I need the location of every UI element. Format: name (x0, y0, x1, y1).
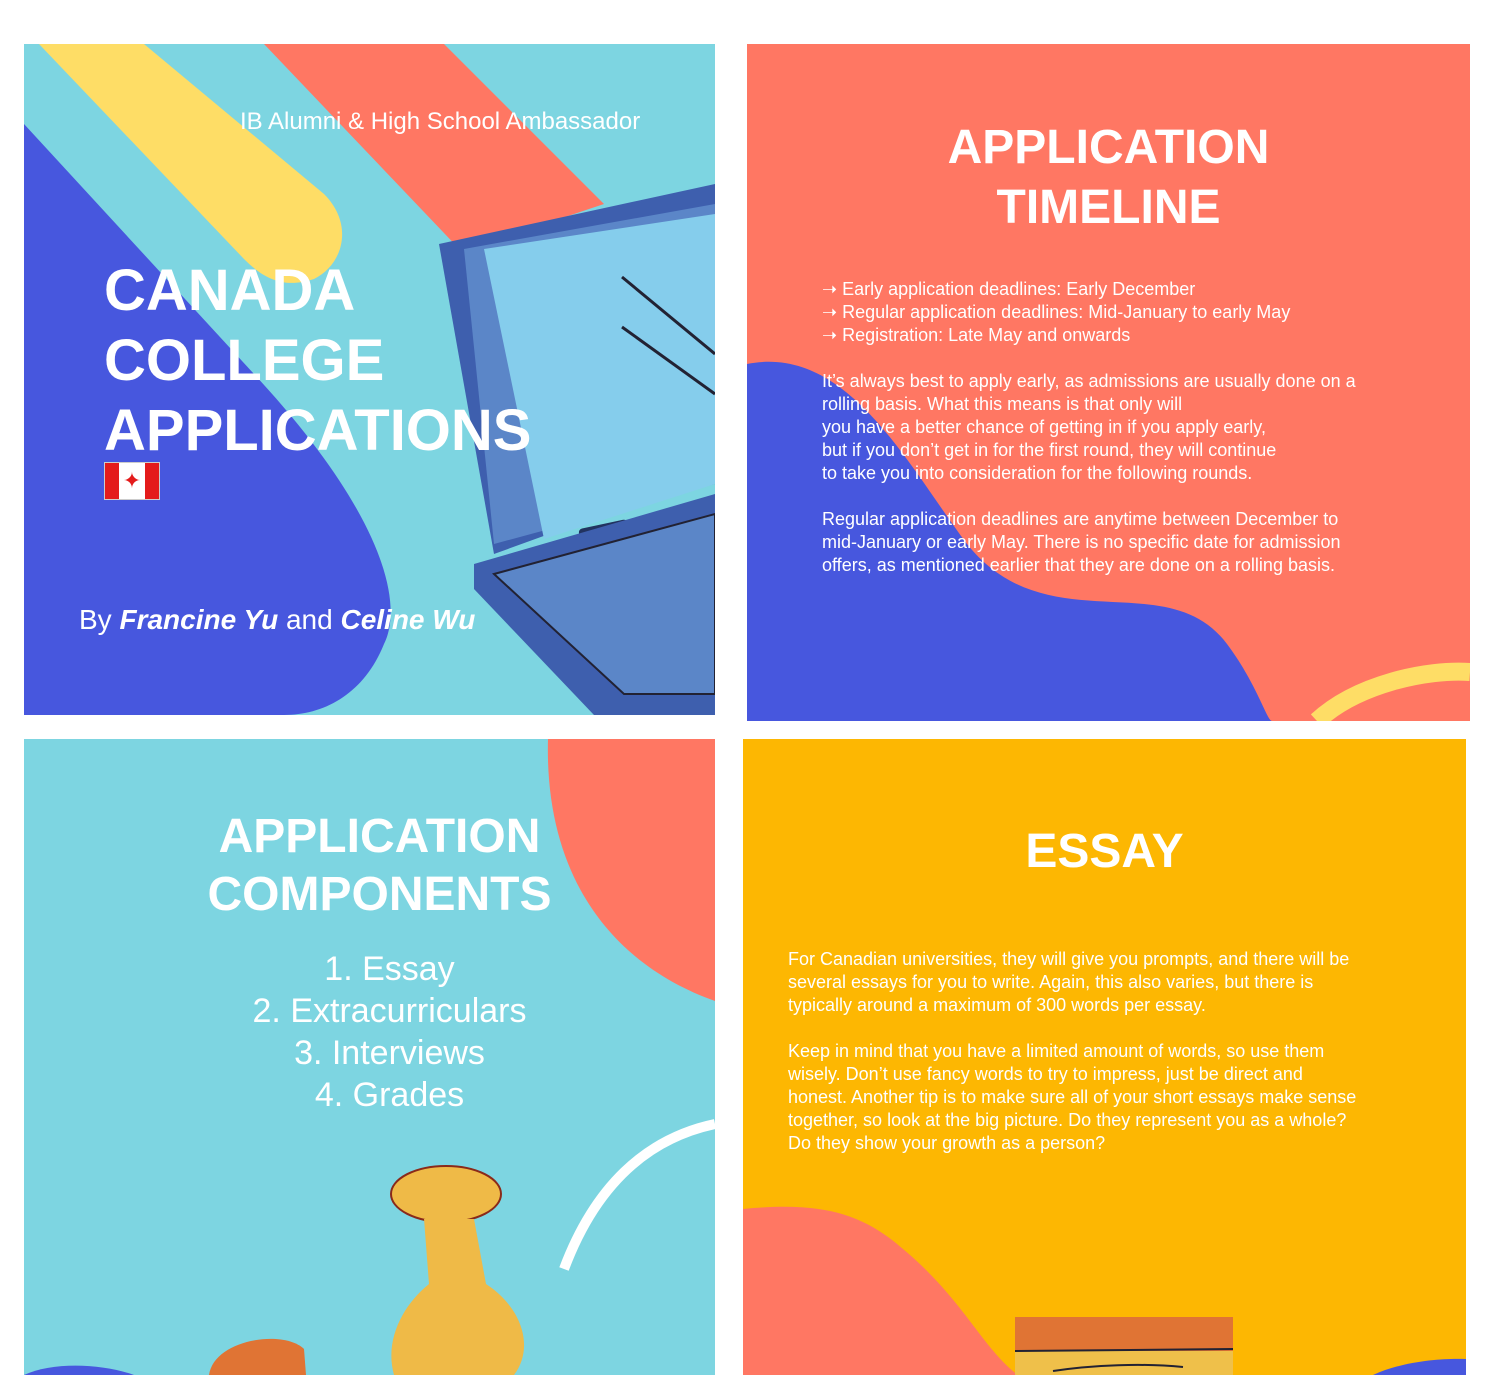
paragraph-line: several essays for you to write. Again, this also varies, but there is (788, 972, 1314, 992)
title-line: COLLEGE (104, 328, 385, 393)
and-label: and (285, 604, 333, 635)
chess-pawn-illustration (209, 1166, 524, 1375)
title-line: TIMELINE (996, 181, 1221, 234)
slide1-subtitle: IB Alumni & High School Ambassador (240, 108, 641, 135)
paragraph-line: It’s always best to apply early, as admissions are usually done on a (822, 371, 1356, 391)
paragraph-line: Regular application deadlines are anytime between December to (822, 509, 1339, 529)
title-line: CANADA (104, 258, 356, 323)
timeline-bullets (822, 278, 1356, 577)
author-name: Celine Wu (340, 604, 476, 635)
title-line: APPLICATION (947, 121, 1270, 174)
paragraph-line: rolling basis. What this means is that only will (822, 394, 1183, 414)
paragraph-line: offers, as mentioned earlier that they are done on a rolling basis. (822, 555, 1335, 575)
list-item: 2. Extracurriculars (252, 992, 527, 1030)
paragraph-line: Keep in mind that you have a limited amount of words, so use them (788, 1041, 1325, 1061)
paragraph-line: to take you into consideration for the following rounds. (822, 463, 1253, 483)
slide3-title (24, 808, 715, 924)
title-line: APPLICATIONS (104, 398, 532, 463)
paragraph-line: together, so look at the big picture. Do they represent you as a whole? (788, 1110, 1347, 1130)
list-item: 4. Grades (314, 1076, 465, 1114)
list-item: 1. Essay (324, 950, 455, 988)
paragraph-line: you have a better chance of getting in if you apply early, (822, 417, 1266, 437)
slide4-title: ESSAY (1025, 825, 1184, 878)
title-line: APPLICATION (218, 810, 541, 863)
canada-flag-icon: ✦ (104, 462, 160, 500)
essay-text (788, 948, 1356, 1155)
author-name: Francine Yu (119, 604, 279, 635)
list-item: 3. Interviews (294, 1034, 485, 1072)
paragraph-line: For Canadian universities, they will give you prompts, and there will be (788, 949, 1350, 969)
paragraph-line: typically around a maximum of 300 words per essay. (788, 995, 1206, 1015)
title-line: COMPONENTS (207, 868, 552, 921)
by-label: By (79, 604, 112, 635)
bullet-item: ➝ Registration: Late May and onwards (822, 325, 1131, 345)
slide1-title (104, 256, 532, 466)
paragraph-line: honest. Another tip is to make sure all of your short essays make sense (788, 1087, 1357, 1107)
notebook-illustration (1015, 1317, 1233, 1375)
slide1-authors (79, 604, 475, 636)
paragraph-line: Do they show your growth as a person? (788, 1133, 1106, 1153)
paragraph-line: but if you don’t get in for the first round, they will continue (822, 440, 1277, 460)
paragraph-line: mid-January or early May. There is no specific date for admission (822, 532, 1341, 552)
slide2-title (747, 118, 1470, 238)
bullet-item: ➝ Regular application deadlines: Mid-January to early May (822, 302, 1291, 322)
components-list (24, 948, 715, 1116)
bullet-item: ➝ Early application deadlines: Early December (822, 279, 1196, 299)
paragraph-line: wisely. Don’t use fancy words to try to impress, just be direct and (788, 1064, 1303, 1084)
